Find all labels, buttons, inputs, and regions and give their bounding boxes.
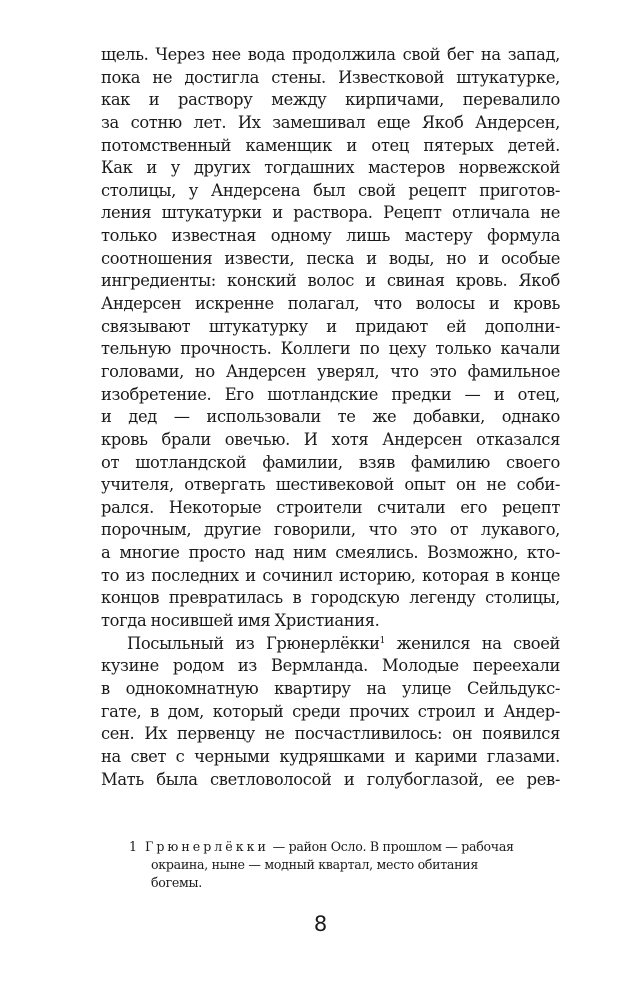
text-line: учителя, отвергать шестивековой опыт он не соби-: [101, 475, 560, 495]
text-line: ления штукатурки и раствора. Рецепт отличала не: [101, 203, 560, 223]
footnote-mark[interactable]: 1: [379, 635, 385, 646]
text-line: кровь брали овечью. И хотя Андерсен отказался: [101, 429, 560, 449]
text-line: тельную прочность. Коллеги по цеху только качали: [101, 339, 560, 359]
main-text: [101, 44, 560, 791]
text-line: тогда носившей имя Христиания.: [101, 611, 380, 631]
text-line: концов превратилась в городскую легенду столицы,: [101, 588, 560, 608]
text-line: только известная одному лишь мастеру формула: [101, 226, 560, 246]
text-line: как и раствору между кирпичами, перевалило: [101, 90, 560, 110]
text-line: от шотландской фамилии, взяв фамилию своего: [101, 452, 560, 472]
footnote: [129, 838, 560, 892]
text-fragment: Посыльный из Грюнерлёкки: [127, 633, 380, 653]
footnote-line: [129, 838, 560, 856]
text-line: соотношения извести, песка и воды, но и особые: [101, 248, 560, 268]
page-number: 8: [313, 912, 328, 936]
text-line: Как и у других тогдашних мастеров норвежской: [101, 158, 560, 178]
text-line: рался. Некоторые строители считали его рецепт: [101, 497, 560, 517]
text-line: порочным, другие говорили, что это от лукавого,: [101, 520, 560, 540]
footnote-text: — район Осло. В прошлом — рабочая: [268, 839, 514, 854]
text-line: ингредиенты: конский волос и свиная кровь. Якоб: [101, 271, 560, 291]
text-line: Андерсен искренне полагал, что волосы и кровь: [101, 294, 560, 314]
footnote-term: Грюнерлёкки: [145, 839, 269, 854]
paragraph-2: [101, 633, 560, 791]
text-line: в однокомнатную квартиру на улице Сейльдукс-: [101, 678, 560, 698]
text-line: связывают штукатурку и придают ей дополни-: [101, 316, 560, 336]
text-line: головами, но Андерсен уверял, что это фамильное: [101, 361, 560, 381]
text-line: гате, в дом, который среди прочих строил и Андер-: [101, 701, 560, 721]
footnote-number: 1: [129, 839, 137, 854]
text-line: а многие просто над ним смеялись. Возможно, кто-: [101, 543, 560, 563]
text-line: за сотню лет. Их замешивал еще Якоб Андерсен,: [101, 112, 560, 132]
text-line: сен. Их первенцу не посчастливилось: он появился: [101, 724, 560, 744]
footnote-line: богемы.: [151, 875, 202, 890]
text-line: то из последних и сочинил историю, которая в конце: [101, 565, 560, 585]
text-line: столицы, у Андерсена был свой рецепт приготов-: [101, 180, 560, 200]
text-line: и дед — использовали те же добавки, однако: [101, 407, 560, 427]
text-line: на свет с черными кудряшками и карими глазами.: [101, 746, 560, 766]
text-fragment: женился на своей: [384, 633, 560, 653]
paragraph-1: [101, 44, 560, 633]
paragraph-2-lines: [101, 655, 560, 791]
text-line: пока не достигла стены. Известковой штукатурке,: [101, 67, 560, 87]
text-line: щель. Через нее вода продолжила свой бег на запад,: [101, 45, 560, 64]
text-line: Мать была светловолосой и голубоглазой, ее рев-: [101, 769, 560, 789]
footnote-line: окраина, ныне — модный квартал, место обитания: [151, 857, 478, 872]
text-line: потомственный каменщик и отец пятерых детей.: [101, 135, 560, 155]
text-line: кузине родом из Вермланда. Молодые переехали: [101, 656, 560, 676]
text-line: изобретение. Его шотландские предки — и отец,: [101, 384, 560, 404]
text-line: [101, 633, 560, 656]
